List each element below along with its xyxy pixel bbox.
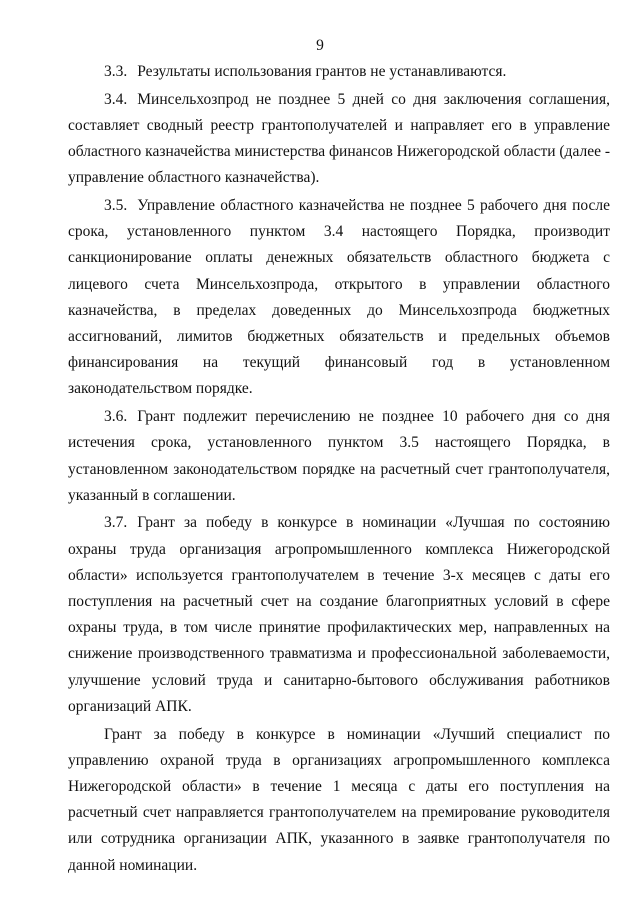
paragraph-number: 3.4. (104, 90, 128, 108)
paragraph-text: Минсельхозпрод не позднее 5 дней со дня заключения соглашения, составляет сводный реестр грантополучателей и направляет его в управление областного казначейства министерства финансов Нижегородской области (далее - управление областного казначейства). (68, 90, 610, 187)
paragraph-number: 3.6. (104, 408, 128, 426)
paragraph-text: Результаты использования грантов не устанавливаются. (137, 63, 507, 80)
paragraph-number: 3.3. (104, 63, 128, 80)
paragraph-3-3 (68, 59, 610, 85)
document-body (68, 59, 610, 880)
paragraph-text: Управление областного казначейства не позднее 5 рабочего дня после срока, установленного пунктом 3.4 настоящего Порядка, производит санкционирование оплаты денежных обязательств областного бюджета с лицевого счета Минсельхозпрода, открытого в управлении областного казначейства, в пределах доведенных до Минсельхозпрода бюджетных ассигнований, лимитов бюджетных обязательств и предельных объемов финансирования на текущий финансовый год в установленном законодательством порядке. (68, 197, 610, 398)
paragraph-3-7 (68, 510, 610, 720)
page-number: 9 (316, 37, 324, 54)
paragraph-number: 3.7. (104, 514, 128, 532)
paragraph-number: 3.5. (104, 197, 128, 215)
paragraph-text: Грант за победу в конкурсе в номинации «Лучший специалист по управлению охраной труда в организациях агропромышленного комплекса Нижегородской области» в течение 1 месяца с даты его поступления на расчетный счет направляется грантополучателем на премирование руководителя или сотрудника организации АПК, указанного в заявке грантополучателя по данной номинации. (68, 725, 610, 874)
paragraph-text: Грант подлежит перечислению не позднее 10 рабочего дня со дня истечения срока, установленного пунктом 3.5 настоящего Порядка, в установленном законодательством порядке на расчетный счет грантополучателя, указанный в соглашении. (68, 408, 610, 504)
paragraph-3-5 (68, 193, 610, 403)
paragraph-3-4 (68, 87, 610, 192)
paragraph-grant-specialist (68, 722, 610, 879)
paragraph-text: Грант за победу в конкурсе в номинации «Лучшая по состоянию охраны труда организация агропромышленного комплекса Нижегородской области» используется грантополучателем в течение 3-х месяцев с даты его поступления на расчетный счет на создание благоприятных условий в сфере охраны труда, в том числе принятие профилактических мер, направленных на снижение производственного травматизма и профессиональной заболеваемости, улучшение условий труда и санитарно-бытового обслуживания работников организаций АПК. (68, 514, 610, 715)
paragraph-3-6 (68, 404, 610, 509)
